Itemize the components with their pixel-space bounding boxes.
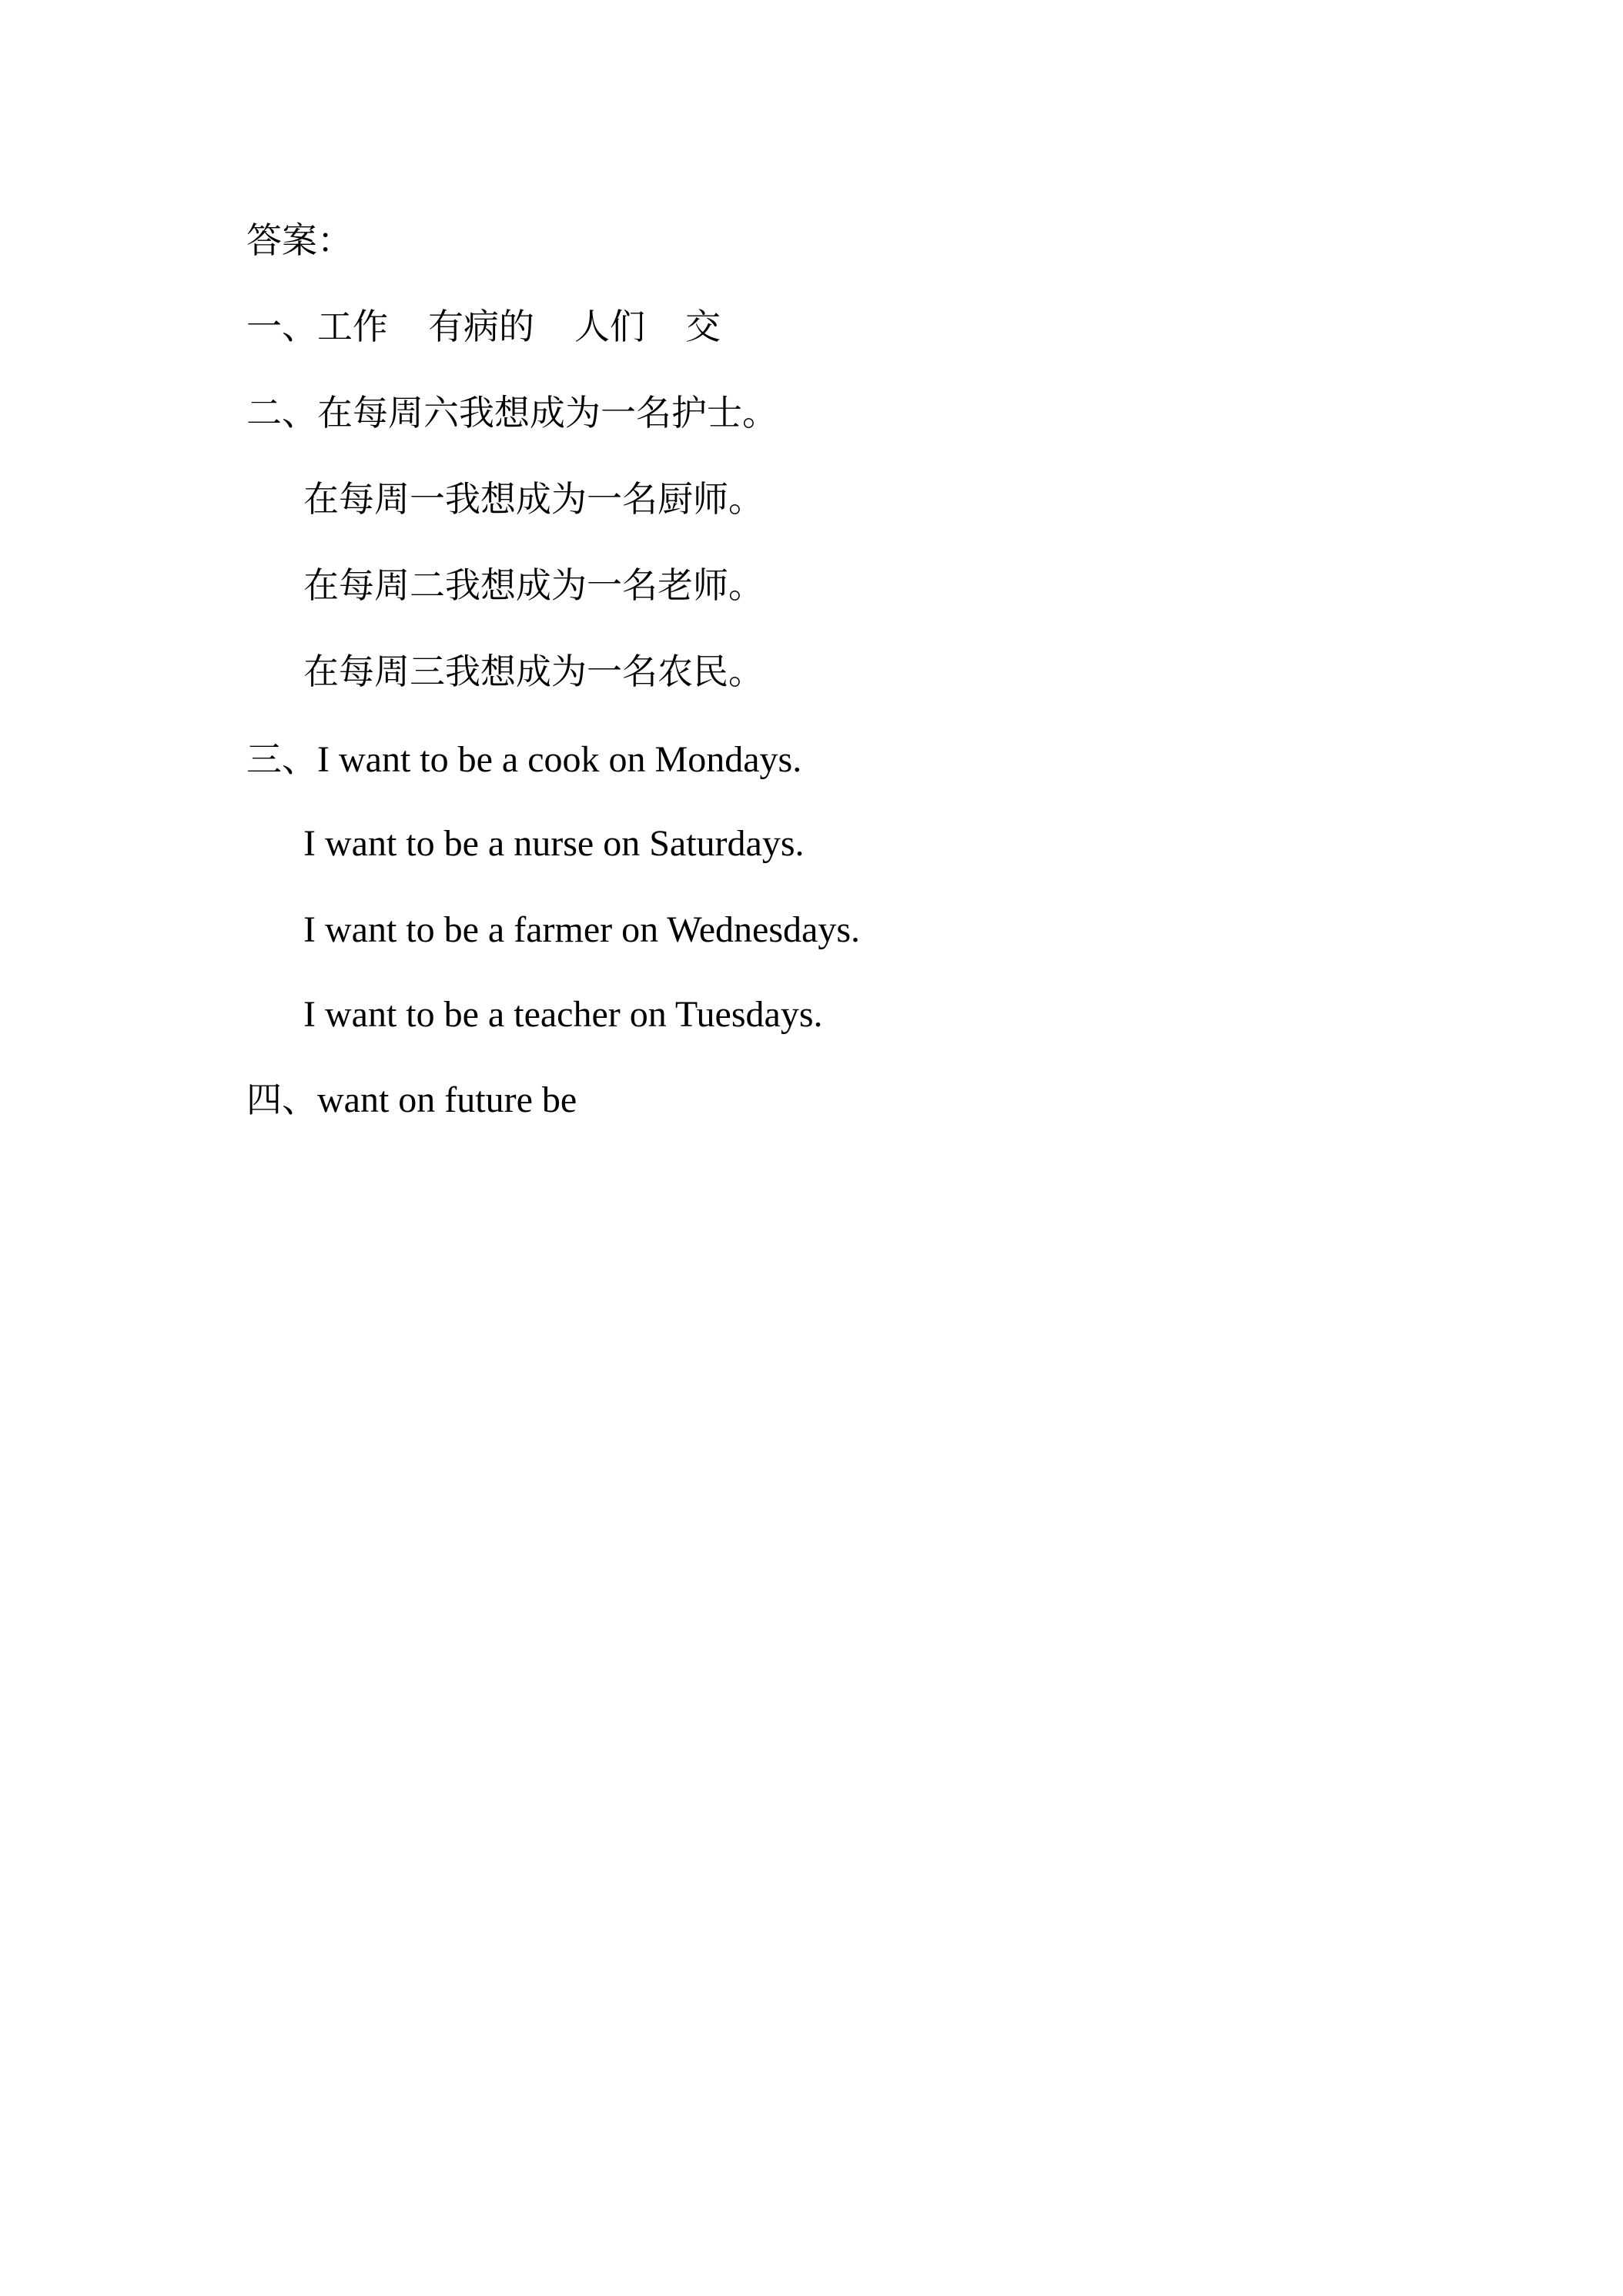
section-1-word-2: 有病的 — [428, 306, 534, 347]
section-3-line-3: I want to be a farmer on Wednesdays. — [303, 909, 860, 950]
section-4-line — [246, 1076, 577, 1123]
section-3-prefix: 三、 — [246, 738, 317, 780]
section-3-line-4: I want to be a teacher on Tuesdays. — [303, 994, 823, 1035]
section-2-line-3: 在每周二我想成为一名老师。 — [303, 564, 764, 606]
section-1-word-1: 工作 — [317, 306, 388, 347]
section-2-line-1 — [246, 390, 778, 436]
section-2-text-1: 在每周六我想成为一名护士。 — [317, 392, 778, 433]
section-4-text: want on future be — [317, 1079, 577, 1120]
section-2-line-2: 在每周一我想成为一名厨师。 — [303, 478, 764, 520]
section-3-text-1: I want to be a cook on Mondays. — [317, 739, 802, 780]
section-3-line-2: I want to be a nurse on Saturdays. — [303, 823, 805, 864]
section-2-line-4: 在每周三我想成为一名农民。 — [303, 651, 764, 692]
section-4-prefix: 四、 — [246, 1079, 317, 1120]
section-1-prefix: 一、 — [246, 306, 317, 347]
answer-title: 答案： — [246, 219, 353, 261]
section-1 — [246, 303, 721, 350]
section-2-prefix: 二、 — [246, 392, 317, 433]
section-1-word-4: 交 — [685, 306, 721, 347]
section-3-line-1 — [246, 736, 801, 783]
section-1-word-3: 人们 — [574, 306, 645, 347]
